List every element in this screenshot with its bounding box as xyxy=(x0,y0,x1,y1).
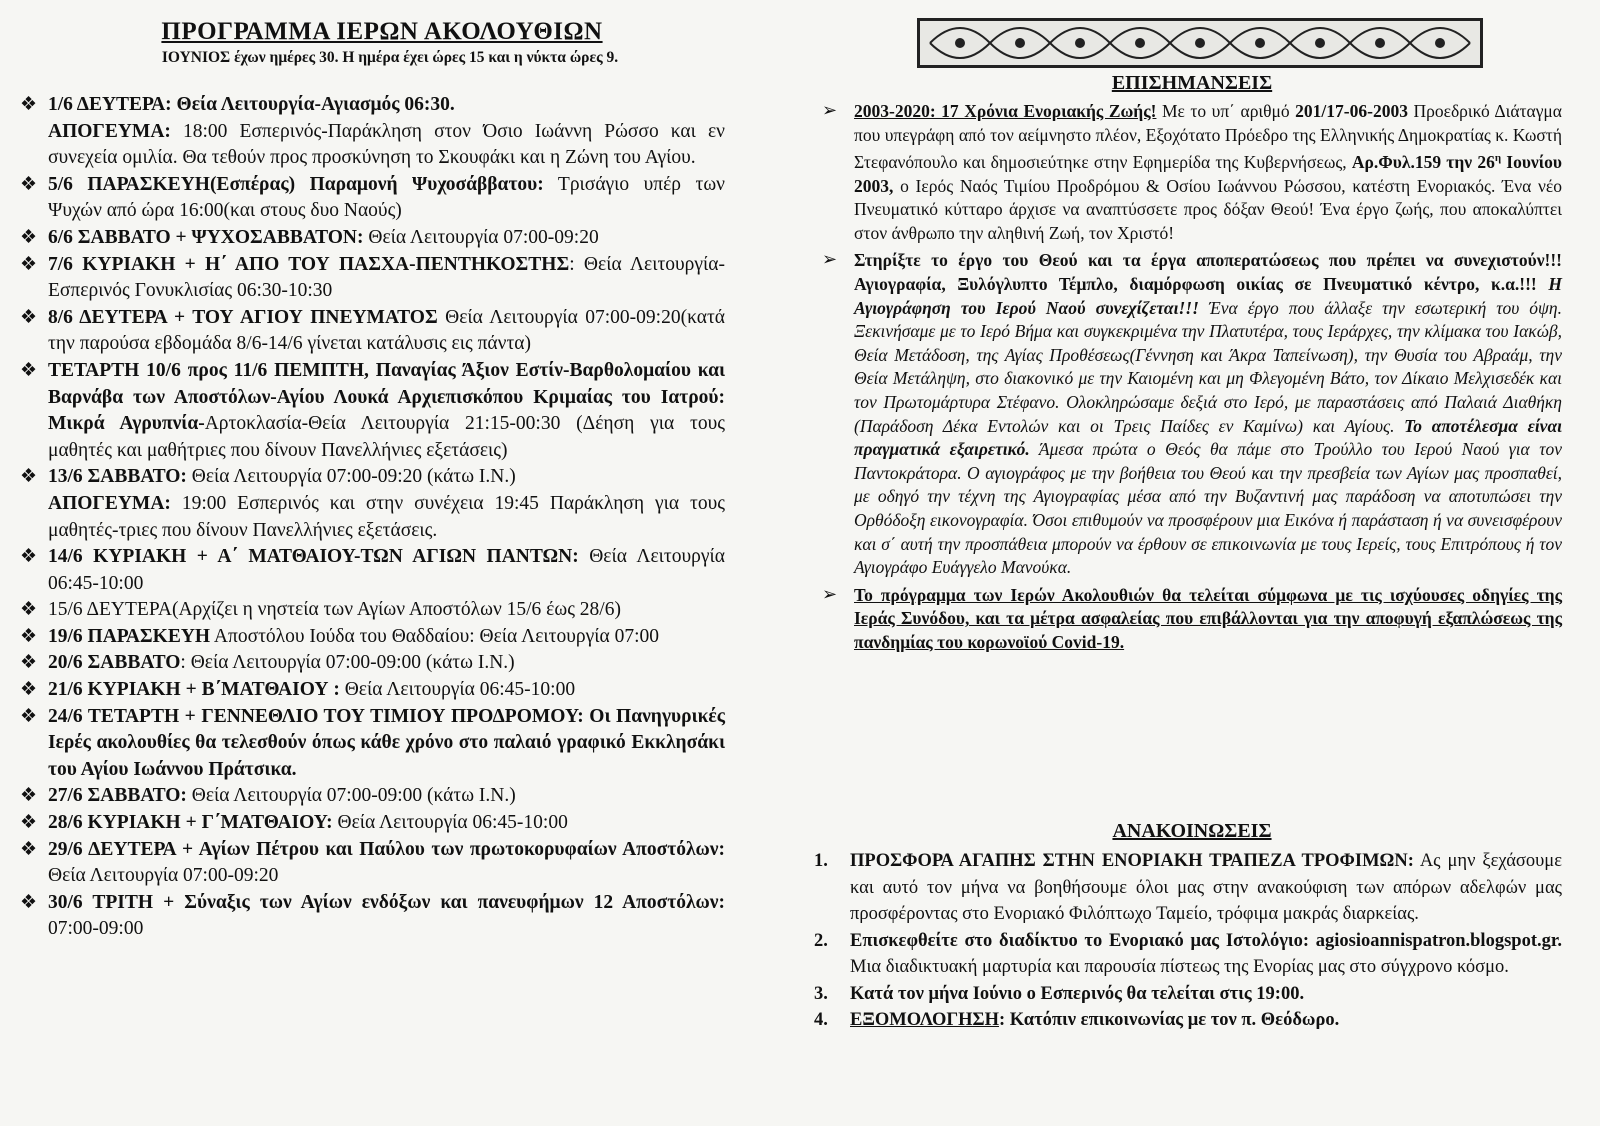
program-item xyxy=(20,677,725,704)
program-item-text: Θεία Λειτουργία 07:00-09:00 (κάτω Ι.Ν.) xyxy=(186,785,516,807)
note-bold: Ιουνίου 2003, xyxy=(854,152,1563,196)
announcement-underlined: ΕΞΟΜΟΛΟΓΗΣΗ xyxy=(850,1010,999,1030)
program-item-text: Θεία Λειτουργία 07:00-09:20 (κάτω Ι.Ν.) xyxy=(186,466,516,488)
program-item-heading: 13/6 ΣΑΒΒΑΤΟ: xyxy=(48,466,187,488)
program-item-text: Θεία Λειτουργία 07:00-09:20 xyxy=(363,226,599,248)
announcement-bold: ΠΡΟΣΦΟΡΑ ΑΓΑΠΗΣ ΣΤΗΝ ΕΝΟΡΙΑΚΗ ΤΡΑΠΕΖΑ ΤΡΟΦΙΜΩΝ: xyxy=(850,851,1414,871)
program-item-heading: 7/6 ΚΥΡΙΑΚΗ + Η΄ ΑΠΟ ΤΟΥ ΠΑΣΧΑ-ΠΕΝΤΗΚΟΣΤΗΣ xyxy=(48,253,570,275)
note-superscript: η xyxy=(1494,152,1502,165)
program-item xyxy=(20,624,725,651)
note-bold: 201/17-06-2003 xyxy=(1295,101,1408,121)
note-italic: Ένα έργο που άλλαξε την εσωτερική του όψη. Ξεκινήσαμε με το Ιερό Βήμα και συγκεκριμένα την Πλατυτέρα, τους Ιεράρχες, την κλίμακα του Ιακώβ, Θεία Μετάδοση, της Αγίας Προθέσεως(Γέννηση και Άκρα Ταπείνωση), την Θυσία του Αβραάμ, την Θεία Μετάληψη, στο διακονικό με την Καιομένη και μη Φλεγομένη Βάτο, τον Δίκαιο Μελχισεδέκ και τον Πρωτομάρτυρα Στέφανο. Ολοκληρώσαμε δεξιά στο Ιερό, με παραστάσεις από Παλαιά Διαθήκη (Παράδοση Δέκα Εντολών και οι Τρεις Παίδες εν Καμίνω) και Αγίους. xyxy=(854,297,1562,436)
announcements-list xyxy=(814,848,1562,1034)
program-list xyxy=(20,92,725,943)
announcement-bold: : Κατόπιν επικοινωνίας με τον π. Θεόδωρο. xyxy=(998,1010,1340,1030)
notes-list xyxy=(822,100,1562,654)
note-bold: Αρ.Φυλ.159 την 26 xyxy=(1351,152,1495,173)
diamond-bullet-icon: ❖ xyxy=(20,679,38,701)
diamond-bullet-icon: ❖ xyxy=(20,306,38,328)
program-item-text: 19:00 Εσπερινός και στην συνέχεια 19:45 Παράκληση για τους μαθητές-τριες που δίνουν Πανελλήνιες εξετάσεις. xyxy=(48,492,725,541)
program-item xyxy=(20,544,725,597)
diamond-bullet-icon: ❖ xyxy=(20,785,38,807)
program-item-text: 15/6 ΔΕΥΤΕΡΑ(Αρχίζει η νηστεία των Αγίων Αποστόλων 15/6 έως 28/6) xyxy=(48,599,621,621)
announcement-number: 3. xyxy=(814,983,828,1004)
note-item xyxy=(822,584,1562,655)
announcements-heading: ΑΝΑΚΟΙΝΩΣΕΙΣ xyxy=(1112,820,1272,842)
announcement-bold: Επισκεφθείτε στο διαδίκτυο το Ενοριακό μας Ιστολόγιο: agiosioannispatron.blogspot.gr. xyxy=(850,930,1562,951)
program-item xyxy=(20,92,725,172)
program-item xyxy=(20,172,725,225)
diamond-bullet-icon: ❖ xyxy=(20,705,38,727)
note-item xyxy=(822,249,1562,579)
announcement-number: 4. xyxy=(814,1010,828,1030)
program-item-text: Θεία Λειτουργία 06:45-10:00 xyxy=(332,812,568,834)
program-item-heading: 5/6 ΠΑΡΑΣΚΕΥΗ(Εσπέρας) Παραμονή Ψυχοσάββατου: xyxy=(48,173,544,195)
program-item xyxy=(20,650,725,677)
program-item-heading: 28/6 ΚΥΡΙΑΚΗ + Γ΄ΜΑΤΘΑΙΟΥ: xyxy=(48,812,333,834)
program-item xyxy=(20,358,725,464)
announcement-text: Μια διαδικτυακή μαρτυρία και παρουσία πίστεως της Ενορίας μας στο σύγχρονο κόσμο. xyxy=(850,957,1509,977)
ornament-banner xyxy=(917,18,1483,68)
diamond-bullet-icon: ❖ xyxy=(20,173,38,195)
program-item-text: 18:00 Εσπερινός-Παράκληση στον Όσιο Ιωάννη Ρώσσο και εν συνεχεία ομιλία. Θα τεθούν προς προσκύνηση το Σκουφάκι και η Ζώνη του Αγίου. xyxy=(48,120,725,169)
program-item-heading: 19/6 ΠΑΡΑΣΚΕΥΗ xyxy=(48,625,211,647)
note-item xyxy=(822,100,1562,245)
program-subtitle: ΙΟΥΝΙΟΣ έχων ημέρες 30. Η ημέρα έχει ώρες 15 και η νύκτα ώρες 9. xyxy=(161,49,619,66)
program-item-text: 07:00-09:00 xyxy=(48,918,144,940)
arrow-bullet-icon: ➢ xyxy=(822,249,838,270)
diamond-bullet-icon: ❖ xyxy=(20,812,38,834)
note-italic: Άμεσα πρώτα ο Θεός θα πάμε στο Τρούλλο του Ιερού Ναού για τον Παντοκράτορα. Ο αγιογράφος με την βοήθεια του Θεού και την πρεσβεία των Αγίων μας προσπαθεί, με οδηγό την τέχνη της Αγιογραφίας μέσα από την Βυζαντινή μας παράδοση να αποτυπώσει την Ορθόδοξη εικονογραφία. Όσοι επιθυμούν να προσφέρουν μια Εικόνα ή παράσταση ή να συνεισφέρουν και σ΄ αυτή την προσπάθεια μπορούν να έρθουν σε επικοινωνία με τους Ιερείς, τους Επιτρόπους ή τον Αγιογράφο Ευάγγελο Μανούκα. xyxy=(854,439,1563,578)
program-item xyxy=(20,704,725,784)
program-item-text: Αποστόλου Ιούδα του Θαδδαίου: Θεία Λειτουργία 07:00 xyxy=(210,625,659,647)
note-bold: Στηρίξτε το έργο του Θεού και τα έργα αποπερατώσεως που πρέπει να συνεχιστούν!!! Αγιογραφία, Ξυλόγλυπτο Τέμπλο, διαμόρφωση οικίας σε Πνευματικό κέντρο, κ.α.!!! xyxy=(854,250,1562,294)
program-item-heading: 1/6 ΔΕΥΤΕΡΑ: Θεία Λειτουργία-Αγιασμός 06:30. xyxy=(48,94,455,115)
notes-heading: ΕΠΙΣΗΜΑΝΣΕΙΣ xyxy=(1111,72,1273,94)
announcement-item xyxy=(814,848,1562,928)
program-item xyxy=(20,837,725,890)
program-item xyxy=(20,890,725,943)
program-item xyxy=(20,810,725,837)
announcement-item xyxy=(814,981,1562,1008)
diamond-bullet-icon: ❖ xyxy=(20,359,38,381)
program-item xyxy=(20,464,725,544)
diamond-bullet-icon: ❖ xyxy=(20,546,38,568)
program-item-text: Θεία Λειτουργία 07:00-09:20 xyxy=(48,865,279,887)
announcement-text: Ας μην ξεχάσουμε και αυτό τον μήνα να βοηθήσουμε όλοι μας στην ανακούφιση των απόρων αδελφών μας προσφέροντας στο Ενοριακό Φιλόπτωχο Ταμείο, τρόφιμα μακράς διαρκείας. xyxy=(850,851,1562,924)
note-text: ο Ιερός Ναός Τιμίου Προδρόμου & Οσίου Ιωάννου Ρώσσου, κατέστη Ενοριακός. Ένα νέο Πνευματικό κύτταρο άρχισε να αναπτύσσετε προς δόξαν Θεού! Ένα έργο ζωής, που αποκαλύπτει στον άνθρωπο την αληθινή Ζωή, τον Χριστό! xyxy=(854,175,1562,243)
program-item-heading: 24/6 ΤΕΤΑΡΤΗ + ΓΕΝΝΕΘΛΙΟ ΤΟΥ ΤΙΜΙΟΥ ΠΡΟΔΡΟΜΟΥ: Οι Πανηγυρικές Ιερές ακολουθίες θα τελεσθούν όπως κάθε χρόνο στο παλαιό γραφικό Εκκλησάκι του Αγίου Ιωάννου Πράτσικα. xyxy=(48,705,725,780)
diamond-bullet-icon: ❖ xyxy=(20,253,38,275)
diamond-bullet-icon: ❖ xyxy=(20,652,38,674)
note-bold-italic: Η Αγιογράφηση του Ιερού Ναού συνεχίζεται!!! xyxy=(854,273,1562,318)
program-item xyxy=(20,597,725,624)
program-item-heading: 8/6 ΔΕΥΤΕΡΑ + ΤΟΥ ΑΓΙΟΥ ΠΝΕΥΜΑΤΟΣ xyxy=(48,306,438,328)
announcement-item xyxy=(814,1007,1562,1034)
arrow-bullet-icon: ➢ xyxy=(822,100,838,120)
program-item-text: Θεία Λειτουργία 06:45-10:00 xyxy=(48,546,725,594)
note-covid: Το πρόγραμμα των Ιερών Ακολουθιών θα τελείται σύμφωνα με τις ισχύουσες οδηγίες της Ιεράς Συνόδου, και τα μέτρα ασφαλείας που επιβάλλονται για την αποφυγή εξαπλώσεως της πανδημίας του κορωνοϊού Covid-19. xyxy=(854,584,1562,652)
diamond-bullet-icon: ❖ xyxy=(20,226,38,248)
program-item-heading: 30/6 ΤΡΙΤΗ + Σύναξις των Αγίων ενδόξων και πανευφήμων 12 Αποστόλων: xyxy=(48,891,725,913)
program-item-heading: ΑΠΟΓΕΥΜΑ: xyxy=(48,120,171,142)
announcement-bold: Κατά τον μήνα Ιούνιο ο Εσπερινός θα τελείται στις 19:00. xyxy=(850,983,1305,1004)
program-item xyxy=(20,225,725,252)
diamond-bullet-icon: ❖ xyxy=(20,625,38,647)
program-item-text: : Θεία Λειτουργία 07:00-09:00 (κάτω Ι.Ν.) xyxy=(180,652,515,674)
arrow-bullet-icon: ➢ xyxy=(822,583,838,604)
diamond-bullet-icon: ❖ xyxy=(20,891,38,913)
program-item-heading: 27/6 ΣΑΒΒΑΤΟ: xyxy=(48,785,187,807)
diamond-bullet-icon: ❖ xyxy=(20,838,38,860)
program-item-heading: ΤΕΤΑΡΤΗ 10/6 προς 11/6 ΠΕΜΠΤΗ, Παναγίας Άξιον Εστίν-Βαρθολομαίου και Βαρνάβα των Αποστόλων-Αγίου Λουκά Αρχιεπισκόπου Κριμαίας του Ιατρού: Μικρά Αγρυπνία- xyxy=(48,359,725,435)
note-bold-italic: Το αποτέλεσμα είναι πραγματικά εξαιρετικό. xyxy=(854,415,1562,460)
diamond-bullet-icon: ❖ xyxy=(20,466,38,488)
program-item-heading: 29/6 ΔΕΥΤΕΡΑ + Αγίων Πέτρου και Παύλου των πρωτοκορυφαίων Αποστόλων: xyxy=(48,838,725,860)
program-item xyxy=(20,783,725,810)
program-item-heading: 6/6 ΣΑΒΒΑΤΟ + ΨΥΧΟΣΑΒΒΑΤΟΝ: xyxy=(48,226,364,248)
program-item xyxy=(20,252,725,305)
program-item-heading: 14/6 ΚΥΡΙΑΚΗ + Α΄ ΜΑΤΘΑΙΟΥ-ΤΩΝ ΑΓΙΩΝ ΠΑΝΤΩΝ: xyxy=(48,546,579,568)
ornament-pattern-icon xyxy=(920,21,1480,65)
note-text: Με το υπ΄ αριθμό xyxy=(1156,101,1296,121)
note-highlight: 2003-2020: 17 Χρόνια Ενοριακής Ζωής! xyxy=(854,101,1157,121)
announcement-number: 1. xyxy=(814,851,828,871)
diamond-bullet-icon: ❖ xyxy=(20,94,38,115)
diamond-bullet-icon: ❖ xyxy=(20,599,38,621)
program-item-text: : Θεία Λειτουργία-Εσπερινός Γονυκλισίας 06:30-10:30 xyxy=(48,253,725,302)
program-title: ΠΡΟΓΡΑΜΜΑ ΙΕΡΩΝ ΑΚΟΛΟΥΘΙΩΝ xyxy=(161,18,603,45)
program-item-heading: 21/6 ΚΥΡΙΑΚΗ + Β΄ΜΑΤΘΑΙΟΥ : xyxy=(48,679,340,701)
program-item-text: Τρισάγιο υπέρ των Ψυχών από ώρα 16:00(και στους δυο Ναούς) xyxy=(48,173,725,222)
note-text: Προεδρικό Διάταγμα που υπεγράφη από τον αείμνηστο πλέον, Εξοχότατο Πρόεδρο της Ελληνικής Δημοκρατίας κ. Κωστή Στεφανόπουλο και δημοσιεύτηκε στην Εφημερίδα της Κυβερνήσεως, xyxy=(854,101,1562,173)
program-item-heading: ΑΠΟΓΕΥΜΑ: xyxy=(48,492,171,514)
program-item-text: Αρτοκλασία-Θεία Λειτουργία 21:15-00:30 (Δέηση για τους μαθητές και μαθήτριες που δίνουν Πανελλήνιες εξετάσεις) xyxy=(48,413,725,461)
announcement-item xyxy=(814,928,1562,981)
program-item xyxy=(20,305,725,358)
program-item-text: Θεία Λειτουργία 06:45-10:00 xyxy=(339,679,576,701)
program-item-text: Θεία Λειτουργία 07:00-09:20(κατά την παρούσα εβδομάδα 8/6-14/6 γίνεται κατάλυσις εις πάντα) xyxy=(48,306,725,355)
announcement-number: 2. xyxy=(814,930,828,951)
program-item-heading: 20/6 ΣΑΒΒΑΤΟ xyxy=(48,652,181,674)
